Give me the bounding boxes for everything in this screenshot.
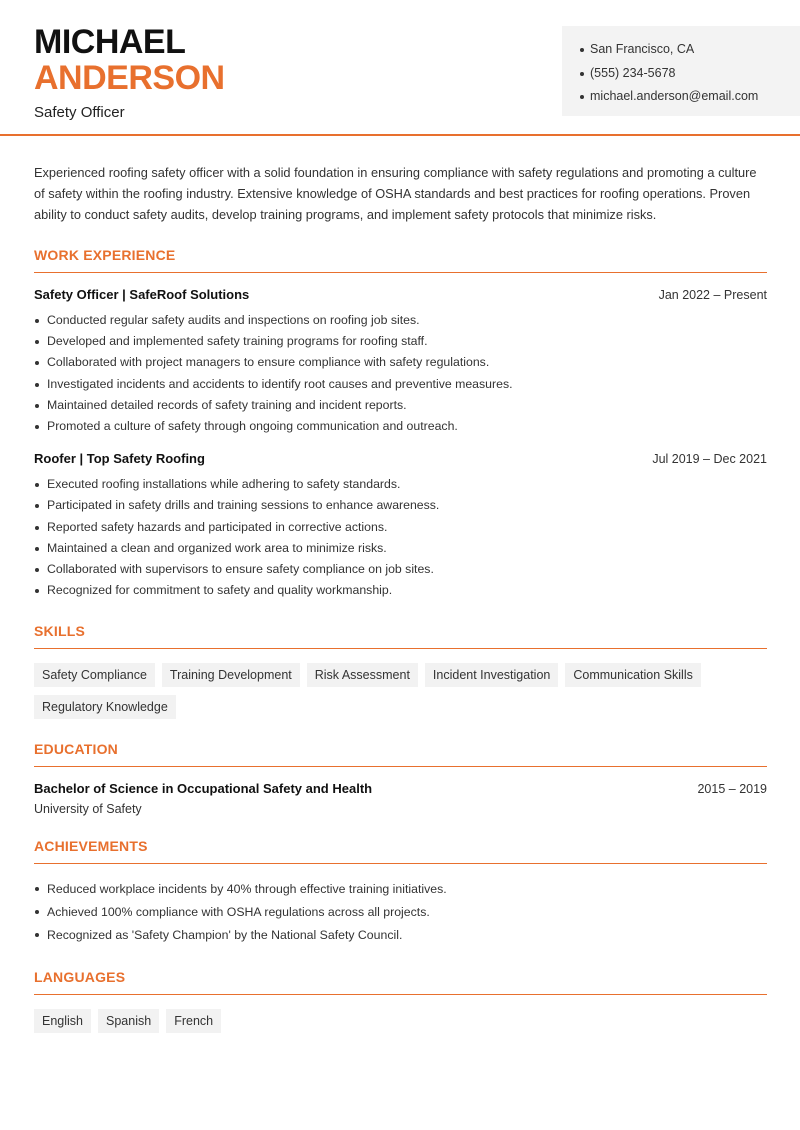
contact-email: michael.anderson@email.com [580, 85, 800, 109]
list-item: Developed and implemented safety training programs for roofing staff. [34, 331, 767, 352]
job-role: Safety Officer | SafeRoof Solutions [34, 287, 250, 302]
skill-tag: Communication Skills [565, 663, 700, 687]
skill-tag: Regulatory Knowledge [34, 695, 176, 719]
list-item: Maintained detailed records of safety training and incident reports. [34, 395, 767, 416]
contact-box [562, 26, 800, 116]
list-item: Reduced workplace incidents by 40% through effective training initiatives. [34, 878, 767, 901]
list-item: Promoted a culture of safety through ongoing communication and outreach. [34, 416, 767, 437]
list-item: Maintained a clean and organized work area to minimize risks. [34, 538, 767, 559]
skills-section [34, 623, 767, 719]
contact-location: San Francisco, CA [580, 38, 800, 62]
degree: Bachelor of Science in Occupational Safety and Health [34, 781, 373, 797]
job-role: Roofer | Top Safety Roofing [34, 451, 205, 467]
list-item: Recognized for commitment to safety and quality workmanship. [34, 580, 767, 601]
name-block [34, 24, 225, 121]
language-tag: Spanish [98, 1009, 159, 1033]
skill-tag: Incident Investigation [425, 663, 558, 687]
section-title: LANGUAGES [34, 969, 767, 995]
list-item: Investigated incidents and accidents to identify root causes and preventive measures. [34, 374, 767, 395]
section-title: SKILLS [34, 623, 767, 649]
list-item: Collaborated with supervisors to ensure safety compliance on job sites. [34, 559, 767, 580]
list-item: Achieved 100% compliance with OSHA regulations across all projects. [34, 901, 767, 924]
job-dates: Jan 2022 – Present [658, 288, 767, 302]
list-item: Participated in safety drills and training sessions to enhance awareness. [34, 495, 767, 516]
job-dates: Jul 2019 – Dec 2021 [652, 452, 767, 467]
first-name: MICHAEL [34, 23, 186, 61]
section-title: EDUCATION [34, 741, 767, 767]
education-dates: 2015 – 2019 [697, 782, 767, 797]
skill-tag: Risk Assessment [307, 663, 418, 687]
list-item: Recognized as 'Safety Champion' by the National Safety Council. [34, 924, 767, 947]
skill-tag: Training Development [162, 663, 300, 687]
section-title: WORK EXPERIENCE [34, 247, 767, 273]
skill-tag: Safety Compliance [34, 663, 155, 687]
education-section [34, 741, 767, 816]
language-tags [34, 1009, 767, 1033]
work-experience-section [34, 247, 767, 601]
achievements-section [34, 838, 767, 947]
list-item: Conducted regular safety audits and inspections on roofing job sites. [34, 310, 767, 331]
skill-tags [34, 663, 767, 719]
contact-phone: (555) 234-5678 [580, 62, 800, 86]
languages-section [34, 969, 767, 1033]
list-item: Collaborated with project managers to ensure compliance with safety regulations. [34, 352, 767, 373]
section-title: ACHIEVEMENTS [34, 838, 767, 864]
job-entry [34, 287, 767, 437]
list-item: Reported safety hazards and participated in corrective actions. [34, 517, 767, 538]
job-title: Safety Officer [34, 104, 125, 121]
last-name: ANDERSON [34, 59, 225, 97]
resume-header [0, 0, 800, 136]
resume-body [34, 136, 767, 1033]
language-tag: English [34, 1009, 91, 1033]
list-item: Executed roofing installations while adhering to safety standards. [34, 474, 767, 495]
summary-text: Experienced roofing safety officer with a solid foundation in ensuring compliance with safety regulations and promoting a culture of safety within the roofing industry. Extensive knowledge of OSHA standards and best practices for roofing operations. Proven ability to conduct safety audits, develop training programs, and implement safety protocols that minimize risks. [34, 165, 757, 222]
job-entry [34, 451, 767, 601]
school-name: University of Safety [34, 802, 142, 817]
language-tag: French [166, 1009, 221, 1033]
